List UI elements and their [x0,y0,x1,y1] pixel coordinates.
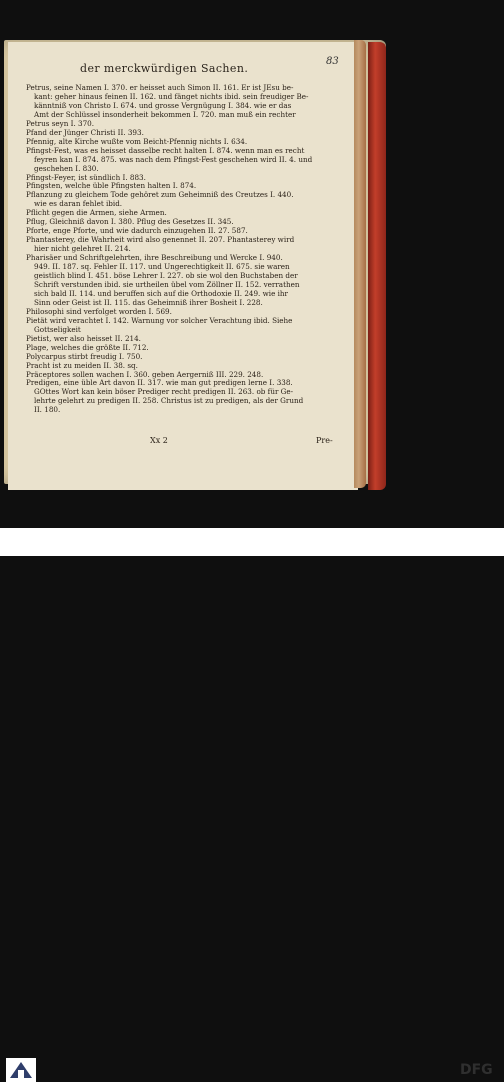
text-line: Gottseligkeit [34,325,81,334]
page-edge [354,40,366,488]
text-line: Philosophi sind verfolget worden I. 569. [26,307,172,316]
text-line: Pfingst-Fest, was es heisset dasselbe recht halten I. 874. wenn man es recht [26,146,305,155]
text-line: 949. II. 187. sq. Fehler II. 117. und Ungerechtigkeit II. 675. sie waren [34,263,290,272]
text-line: Präceptores sollen wachen I. 360. geben Aergerniß III. 229. 248. [26,370,264,379]
text-line: Pflicht gegen die Armen, siehe Armen. [26,209,167,218]
text-line: feyren kan I. 874. 875. was nach dem Pfingst-Fest geschehen wird II. 4. und [34,155,313,164]
text-line: Schrift verstunden ibid. sie urtheilen übel vom Zöllner II. 152. verrathen [34,280,300,289]
text-line: Pforte, enge Pforte, und wie dadurch einzugehen II. 27. 587. [26,227,248,236]
text-line: geschehen I. 830. [34,164,99,173]
text-line: GOttes Wort kan kein böser Prediger recht predigen II. 263. ob für Ge- [34,388,294,397]
francke-foundation-logo-icon [6,1058,36,1082]
text-line: wie es daran fehlet ibid. [34,200,123,209]
text-line: Petrus, seine Namen I. 370. er heisset auch Simon II. 161. Er ist JEsu be- [26,84,294,92]
text-line: lehrte gelehrt zu predigen II. 258. Christus ist zu predigen, als der Grund [34,397,304,406]
text-line: Pracht ist zu meiden II. 38. sq. [26,361,138,370]
text-line: Petrus seyn I. 370. [26,119,95,128]
text-line: Phantasterey, die Wahrheit wird also genennet II. 207. Phantasterey wird [26,236,295,245]
text-line: Pflug, Gleichniß davon I. 380. Pflug des Gesetzes II. 345. [26,218,234,227]
text-line: geistlich blind I. 451. böse Lehrer I. 227. ob sie wol den Buchstaben der [34,272,298,281]
signature-mark: Xx 2 [150,436,168,445]
catchword: Pre- [316,436,333,445]
text-line: Pfand der Jünger Christi II. 393. [26,128,144,137]
text-line: Amt der Schlüssel insonderheit bekommen I. 720. man muß ein rechter [34,110,296,119]
text-line: Pfennig, alte Kirche wußte vom Beicht-Pfennig nichts I. 634. [26,137,248,146]
text-line: II. 180. [34,406,61,415]
dfg-logo: DFG [460,1062,493,1078]
text-line: Pietist, wer also heisset II. 214. [26,334,141,343]
text-line: känntniß von Christo I. 674. und grosse Vergnügung I. 384. wie er das [34,101,292,110]
text-line: Sinn oder Geist ist II. 115. das Geheimniß ihrer Bosheit I. 228. [34,298,263,307]
viewer-footer [0,528,504,1078]
book-cover-edge [368,42,386,490]
text-line: Pfingst-Feyer, ist sündlich I. 883. [26,173,146,182]
text-line: Pflanzung zu gleichem Tode gehöret zum Geheimniß des Creutzes I. 440. [26,191,294,200]
text-line: Plage, welches die größte II. 712. [26,343,149,352]
text-line: Predigen, eine üble Art davon II. 317. wie man gut predigen lerne I. 338. [26,379,293,388]
text-line: hier nicht gelehret II. 214. [34,245,131,254]
text-line: Pfingsten, welche üble Pfingsten halten I. 874. [26,182,197,191]
page-header: der merckwürdigen Sachen. [80,62,249,75]
text-line: Pharisäer und Schriftgelehrten, ihre Beschreibung und Wercke I. 940. [26,254,283,263]
text-line: sich bald II. 114. und beruffen sich auf die Orthodoxie II. 249. wie ihr [34,289,288,298]
text-line: kant: geher hinaus feinen II. 162. und fänget nichts ibid. sein freudiger Be- [34,92,309,101]
text-line: Polycarpus stirbt freudig I. 750. [26,352,143,361]
text-line: Pietät wird verachtet I. 142. Warnung vor solcher Verachtung ibid. Siehe [26,316,293,325]
index-text [26,84,344,415]
folio-number: 83 [326,56,339,67]
